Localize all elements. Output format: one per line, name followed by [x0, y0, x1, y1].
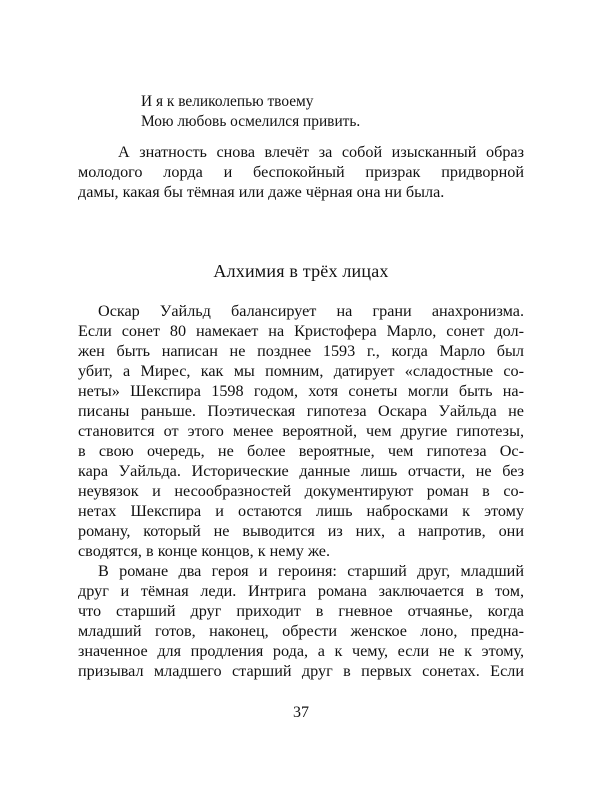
text-line: В романе два героя и героиня: старший друг, младший: [98, 562, 524, 580]
text-line: молодого лорда и беспокойный призрак придворной: [78, 163, 524, 181]
text-line: значенное для продления рода, а к чему, если не к этому,: [78, 642, 524, 660]
text-line: дамы, какая бы тёмная или даже чёрная она ни была.: [78, 183, 445, 201]
text-line: сводятся, в конце концов, к нему же.: [78, 542, 331, 560]
text-line: в свою очередь, не более вероятные, чем гипотеза Ос-: [78, 442, 524, 460]
text-line: жен быть написан не позднее 1593 г., когда Марло был: [78, 342, 524, 360]
text-line: убит, а Мирес, как мы помним, датирует «сладостные со-: [78, 362, 524, 380]
text-line: друг и тёмная леди. Интрига романа заключается в том,: [78, 582, 524, 600]
section-title: Алхимия в трёх лицах: [213, 261, 389, 281]
text-line: писаны раньше. Поэтическая гипотеза Оскара Уайльда не: [78, 402, 524, 420]
verse-line: И я к великолепью твоему: [141, 93, 314, 110]
text-line: неувязок и несообразностей документируют роман в со-: [78, 482, 524, 500]
text-line: роману, который не выводится из них, а напротив, они: [78, 522, 524, 540]
text-line: что старший друг приходит в гневное отчаянье, когда: [78, 602, 524, 620]
text-line: младший готов, наконец, обрести женское лоно, предна-: [78, 622, 524, 640]
text-line: нетах Шекспира и остаются лишь набросками к этому: [78, 502, 524, 520]
text-line: кара Уайльда. Исторические данные лишь отчасти, не без: [78, 462, 524, 480]
text-line: Оскар Уайльд балансирует на грани анахронизма.: [98, 302, 524, 320]
verse-line: Мою любовь осмелился привить.: [141, 113, 361, 130]
text-line: становится от этого менее вероятной, чем другие гипотезы,: [78, 422, 524, 440]
text-line: неты» Шекспира 1598 годом, хотя сонеты могли быть на-: [78, 382, 524, 400]
text-line: призывал младшего старший друг в первых сонетах. Если: [78, 662, 524, 680]
text-line: А знатность снова влечёт за собой изысканный образ: [118, 143, 524, 161]
text-line: Если сонет 80 намекает на Кристофера Марло, сонет дол-: [78, 322, 524, 340]
page-number: 37: [293, 704, 309, 721]
